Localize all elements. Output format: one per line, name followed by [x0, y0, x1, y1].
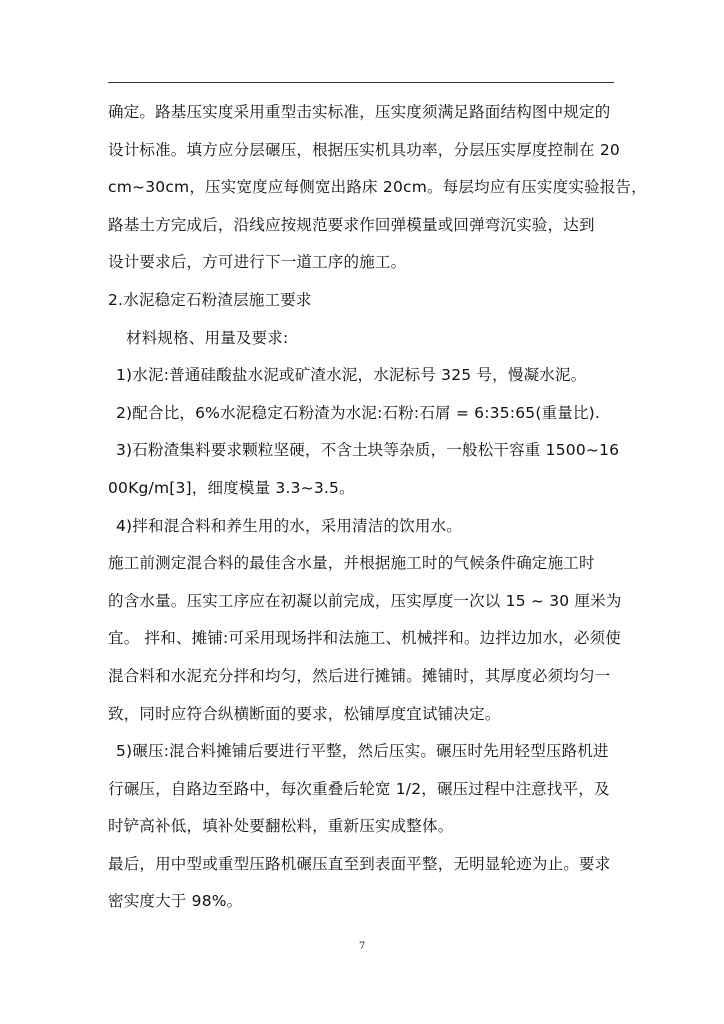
text-line: 00Kg/m[3]，细度模量 3.3~3.5。: [108, 478, 355, 497]
text-line: 宜。 拌和、摊铺:可采用现场拌和法施工、机械拌和。边拌边加水，必须使: [108, 629, 621, 648]
text-line: 密实度大于 98%。: [108, 892, 243, 911]
list-item: 5)碾压:混合料摊铺后要进行平整，然后压实。碾压时先用轻型压路机进: [116, 742, 609, 761]
text-line: 致，同时应符合纵横断面的要求，松铺厚度宜试铺决定。: [108, 704, 501, 723]
header-rule: [108, 82, 614, 83]
text-line: 设计标准。填方应分层碾压，根据压实机具功率，分层压实厚度控制在 20: [108, 140, 620, 159]
list-item: 4)拌和混合料和养生用的水，采用清洁的饮用水。: [116, 516, 463, 535]
text-line: cm~30cm，压实宽度应每侧宽出路床 20cm。每层均应有压实度实验报告，: [108, 178, 647, 197]
section-heading: 2.水泥稳定石粉渣层施工要求: [108, 290, 312, 309]
subsection-heading: 材料规格、用量及要求:: [126, 328, 289, 347]
text-line: 确定。路基压实度采用重型击实标准，压实度须满足路面结构图中规定的: [108, 103, 611, 121]
text-line: 设计要求后，方可进行下一道工序的施工。: [108, 253, 407, 272]
text-line: 混合料和水泥充分拌和均匀，然后进行摊铺。摊铺时，其厚度必须均匀一: [108, 666, 611, 685]
text-line: 路基土方完成后，沿线应按规范要求作回弹模量或回弹弯沉实验，达到: [108, 215, 595, 234]
list-item: 2)配合比，6%水泥稳定石粉渣为水泥:石粉:石屑 = 6:35:65(重量比).: [116, 403, 601, 422]
body-text: [108, 94, 647, 921]
text-line: 的含水量。压实工序应在初凝以前完成，压实厚度一次以 15 ~ 30 厘米为: [108, 591, 622, 610]
list-item: 1)水泥:普通硅酸盐水泥或矿渣水泥，水泥标号 325 号，慢凝水泥。: [116, 366, 587, 385]
page-number: 7: [358, 941, 366, 952]
text-line: 最后，用中型或重型压路机碾压直至到表面平整，无明显轮迹为止。要求: [108, 854, 611, 873]
list-item: 3)石粉渣集料要求颗粒坚硬，不含土块等杂质，一般松干容重 1500~16: [116, 441, 620, 460]
text-line: 施工前测定混合料的最佳含水量，并根据施工时的气候条件确定施工时: [108, 554, 595, 573]
text-line: 行碾压，自路边至路中，每次重叠后轮宽 1/2，碾压过程中注意找平，及: [108, 779, 610, 798]
text-line: 时铲高补低，填补处要翻松料，重新压实成整体。: [108, 817, 454, 836]
